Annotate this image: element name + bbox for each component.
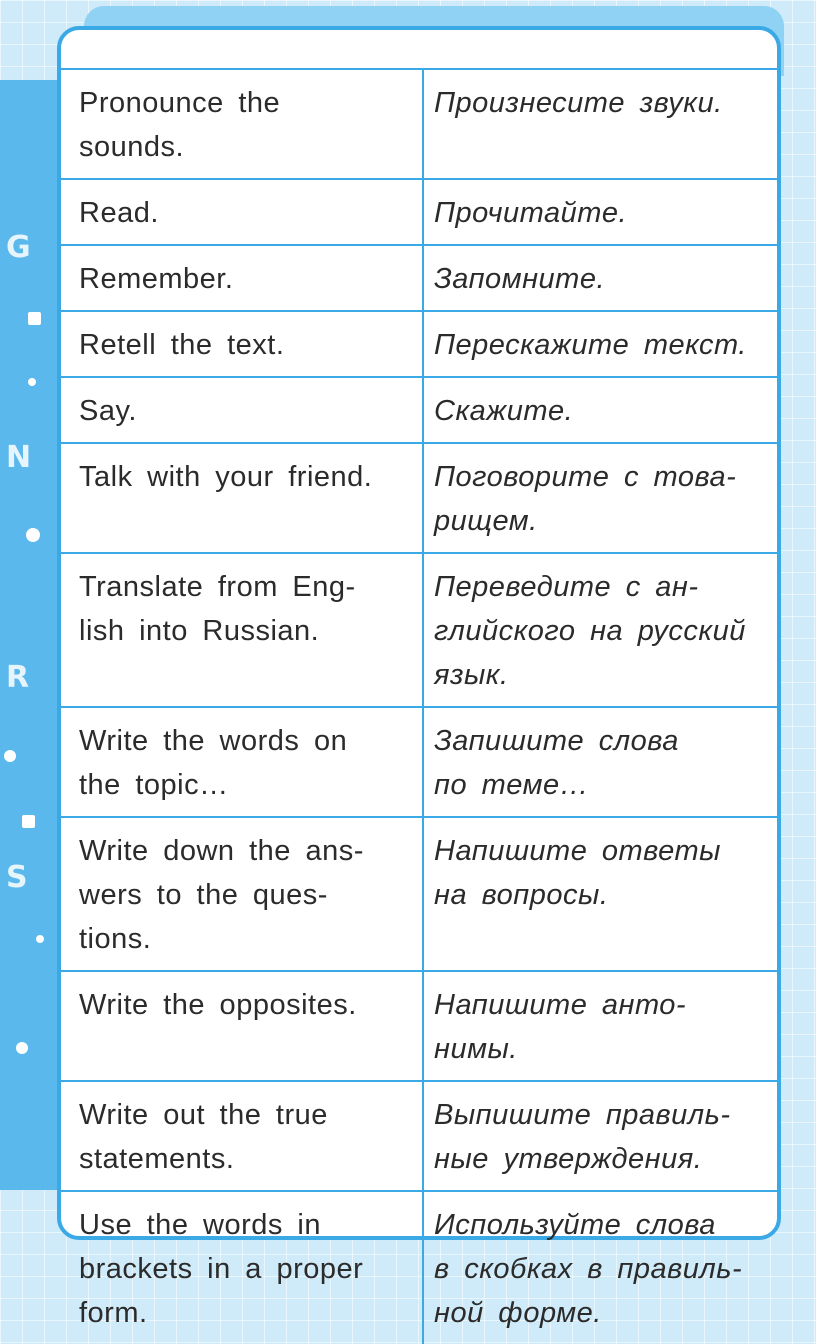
english-instruction-cell bbox=[61, 971, 423, 1081]
table-row bbox=[61, 1081, 777, 1191]
strip-dot-icon bbox=[4, 750, 16, 762]
instructions-table bbox=[61, 68, 777, 1344]
russian-translation-cell bbox=[423, 1191, 777, 1344]
table-row bbox=[61, 553, 777, 707]
cell-text-line: Write down the ans- bbox=[79, 835, 364, 867]
english-instruction-cell bbox=[61, 707, 423, 817]
cell-text-line: Переведите с ан- bbox=[434, 571, 699, 603]
cell-text-line: Say. bbox=[79, 395, 137, 427]
cell-text-line: the topic… bbox=[79, 769, 229, 801]
cell-text-line: Translate from Eng- bbox=[79, 571, 356, 603]
strip-dot-icon bbox=[26, 528, 40, 542]
russian-translation-cell bbox=[423, 377, 777, 443]
cell-text-line: Скажите. bbox=[434, 395, 574, 427]
strip-letter-g: G bbox=[6, 230, 31, 265]
cell-text-line: Произнесите звуки. bbox=[434, 87, 723, 119]
cell-text-line: рищем. bbox=[434, 505, 538, 537]
english-instruction-cell bbox=[61, 1191, 423, 1344]
cell-text-line: sounds. bbox=[79, 131, 185, 163]
cell-text-line: язык. bbox=[434, 659, 509, 691]
russian-translation-cell bbox=[423, 179, 777, 245]
cell-text-line: Используйте слова bbox=[434, 1209, 716, 1241]
russian-translation-cell bbox=[423, 553, 777, 707]
russian-translation-cell bbox=[423, 245, 777, 311]
cell-text-line: Write the words on bbox=[79, 725, 348, 757]
cell-text-line: Remember. bbox=[79, 263, 234, 295]
english-instruction-cell bbox=[61, 443, 423, 553]
russian-translation-cell bbox=[423, 707, 777, 817]
instructions-card bbox=[57, 26, 781, 1329]
english-instruction-cell bbox=[61, 553, 423, 707]
cell-text-line: Talk with your friend. bbox=[79, 461, 373, 493]
side-decoration-strip bbox=[0, 80, 60, 1190]
strip-square-icon bbox=[28, 312, 41, 325]
cell-text-line: lish into Russian. bbox=[79, 615, 320, 647]
table-row bbox=[61, 971, 777, 1081]
english-instruction-cell bbox=[61, 179, 423, 245]
cell-text-line: Выпишите правиль- bbox=[434, 1099, 731, 1131]
strip-dot-icon bbox=[36, 935, 44, 943]
strip-letter-s: S bbox=[6, 860, 28, 895]
cell-text-line: Retell the text. bbox=[79, 329, 285, 361]
cell-text-line: глийского на русский bbox=[434, 615, 746, 647]
cell-text-line: в скобках в правиль- bbox=[434, 1253, 743, 1285]
english-instruction-cell bbox=[61, 377, 423, 443]
cell-text-line: Use the words in bbox=[79, 1209, 321, 1241]
table-row bbox=[61, 707, 777, 817]
cell-text-line: Напишите ответы bbox=[434, 835, 721, 867]
cell-text-line: Прочитайте. bbox=[434, 197, 628, 229]
english-instruction-cell bbox=[61, 69, 423, 179]
russian-translation-cell bbox=[423, 69, 777, 179]
cell-text-line: по теме… bbox=[434, 769, 590, 801]
cell-text-line: form. bbox=[79, 1297, 148, 1329]
cell-text-line: Pronounce the bbox=[79, 87, 281, 119]
table-row bbox=[61, 443, 777, 553]
cell-text-line: Запомните. bbox=[434, 263, 605, 295]
cell-text-line: на вопросы. bbox=[434, 879, 609, 911]
cell-text-line: нимы. bbox=[434, 1033, 518, 1065]
strip-square-icon bbox=[22, 815, 35, 828]
table-row bbox=[61, 817, 777, 971]
table-row bbox=[61, 311, 777, 377]
russian-translation-cell bbox=[423, 1081, 777, 1191]
table-row bbox=[61, 179, 777, 245]
english-instruction-cell bbox=[61, 311, 423, 377]
strip-dot-icon bbox=[28, 378, 36, 386]
cell-text-line: Write out the true bbox=[79, 1099, 328, 1131]
cell-text-line: statements. bbox=[79, 1143, 235, 1175]
english-instruction-cell bbox=[61, 1081, 423, 1191]
english-instruction-cell bbox=[61, 817, 423, 971]
strip-dot-icon bbox=[16, 1042, 28, 1054]
cell-text-line: Запишите слова bbox=[434, 725, 679, 757]
strip-letter-n: N bbox=[6, 440, 32, 475]
table-row bbox=[61, 69, 777, 179]
cell-text-line: Поговорите с това- bbox=[434, 461, 737, 493]
cell-text-line: wers to the ques- bbox=[79, 879, 328, 911]
cell-text-line: Write the opposites. bbox=[79, 989, 357, 1021]
russian-translation-cell bbox=[423, 971, 777, 1081]
cell-text-line: Read. bbox=[79, 197, 159, 229]
cell-text-line: ной форме. bbox=[434, 1297, 602, 1329]
russian-translation-cell bbox=[423, 817, 777, 971]
english-instruction-cell bbox=[61, 245, 423, 311]
table-row bbox=[61, 245, 777, 311]
russian-translation-cell bbox=[423, 311, 777, 377]
russian-translation-cell bbox=[423, 443, 777, 553]
cell-text-line: ные утверждения. bbox=[434, 1143, 703, 1175]
strip-letter-r: R bbox=[6, 660, 30, 695]
cell-text-line: Перескажите текст. bbox=[434, 329, 747, 361]
table-row bbox=[61, 377, 777, 443]
cell-text-line: Напишите анто- bbox=[434, 989, 687, 1021]
cell-text-line: brackets in a proper bbox=[79, 1253, 364, 1285]
cell-text-line: tions. bbox=[79, 923, 152, 955]
table-row bbox=[61, 1191, 777, 1344]
